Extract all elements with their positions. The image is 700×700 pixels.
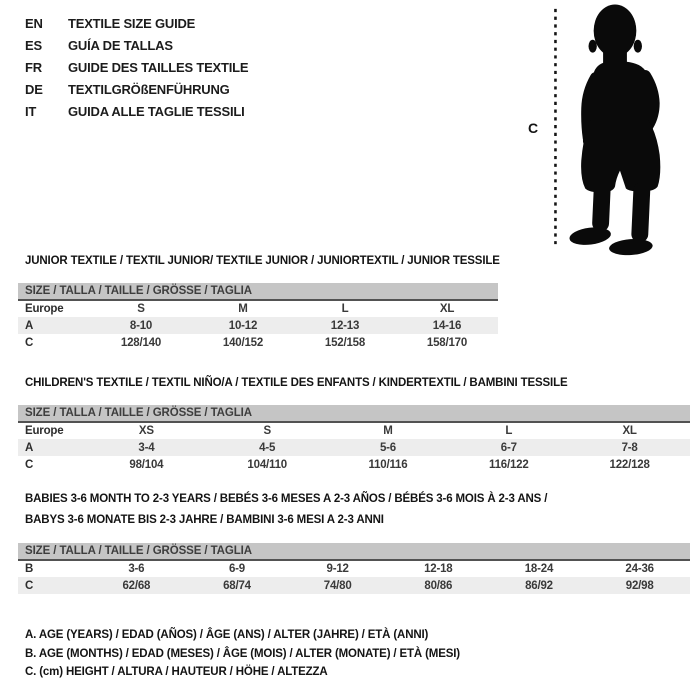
size-cell: S (137, 303, 145, 315)
size-cell: S (263, 425, 271, 437)
row-label: C (25, 336, 34, 349)
language-label: TEXTILGRÖßENFÜHRUNG (68, 82, 230, 97)
size-cell: 3-6 (128, 563, 145, 575)
size-cell: M (238, 303, 248, 315)
childrens-textile-title: CHILDREN'S TEXTILE / TEXTIL NIÑO/A / TEXTILE DES ENFANTS / KINDERTEXTIL / BAMBINI TESSILE (25, 377, 568, 389)
size-table-header: SIZE / TALLA / TAILLE / GRÖSSE / TAGLIA (18, 405, 690, 422)
language-code: DE (25, 82, 43, 97)
size-cell: 152/158 (324, 336, 366, 349)
table-row (18, 456, 690, 473)
row-label: A (18, 317, 90, 334)
size-cell: 140/152 (222, 336, 264, 349)
size-cell: L (341, 303, 349, 315)
size-cell: 9-12 (326, 563, 349, 575)
size-cell: 74/80 (287, 577, 388, 594)
size-cell: 62/68 (86, 577, 187, 594)
childrens-size-table (18, 405, 690, 473)
row-label: C (25, 458, 34, 471)
size-cell: 5-6 (328, 439, 449, 456)
size-cell: 10-12 (192, 317, 294, 334)
language-code: IT (25, 104, 37, 119)
table-row (18, 317, 498, 334)
size-cell: 122/128 (609, 458, 650, 471)
size-cell: 14-16 (396, 317, 498, 334)
toddler-shape (568, 4, 660, 256)
babies-textile-title (25, 489, 547, 531)
legend-line-a: A. AGE (YEARS) / EDAD (AÑOS) / ÂGE (ANS) / ALTER (JAHRE) / ETÀ (ANNI) (25, 629, 429, 641)
size-cell: L (505, 425, 513, 437)
measurement-legend (25, 626, 460, 682)
size-cell: 110/116 (368, 458, 408, 471)
size-cell: 6-9 (228, 563, 245, 575)
language-label: GUIDA ALLE TAGLIE TESSILI (68, 104, 245, 119)
table-row (18, 560, 690, 577)
legend-line-b: B. AGE (MONTHS) / EDAD (MESES) / ÂGE (MOIS) / ALTER (MONATE) / ETÀ (MESI) (25, 647, 460, 660)
size-cell: 6-7 (448, 439, 569, 456)
size-cell: XS (138, 425, 154, 437)
language-row (25, 35, 248, 57)
babies-title-line2: BABYS 3-6 MONATE BIS 2-3 JAHRE / BAMBINI 3-6 MESI A 2-3 ANNI (25, 514, 384, 526)
language-code: FR (25, 60, 42, 75)
language-label: GUÍA DE TALLAS (68, 38, 173, 53)
size-cell: 158/170 (426, 336, 468, 349)
size-cell: 8-10 (90, 317, 192, 334)
row-label: B (25, 563, 34, 575)
junior-textile-title: JUNIOR TEXTILE / TEXTIL JUNIOR/ TEXTILE JUNIOR / JUNIORTEXTIL / JUNIOR TESSILE (25, 255, 500, 267)
row-label: A (18, 439, 86, 456)
language-list (25, 13, 248, 123)
row-label: Europe (25, 425, 64, 437)
table-row (18, 439, 690, 456)
size-cell: 86/92 (489, 577, 590, 594)
size-cell: 128/140 (120, 336, 162, 349)
size-cell: 68/74 (187, 577, 288, 594)
size-cell: XL (439, 303, 455, 315)
size-cell: 4-5 (207, 439, 328, 456)
row-label: C (18, 577, 86, 594)
size-cell: 92/98 (589, 577, 690, 594)
height-measure-label: C (527, 120, 539, 136)
table-row (18, 422, 690, 439)
language-code: ES (25, 38, 42, 53)
size-cell: 3-4 (86, 439, 207, 456)
size-cell: 12-13 (294, 317, 396, 334)
size-cell: 104/110 (247, 458, 287, 471)
table-row (18, 334, 498, 351)
babies-size-table (18, 543, 690, 594)
junior-size-table (18, 283, 498, 351)
legend-line-c: C. (cm) HEIGHT / ALTURA / HAUTEUR / HÖHE / ALTEZZA (25, 666, 328, 678)
table-row (18, 300, 498, 317)
size-cell: 24-36 (625, 563, 654, 575)
language-label: TEXTILE SIZE GUIDE (68, 16, 196, 31)
babies-title-line1: BABIES 3-6 MONTH TO 2-3 YEARS / BEBÉS 3-6 MESES A 2-3 AÑOS / BÉBÉS 3-6 MOIS À 2-3 ANS / (25, 493, 548, 505)
size-cell: 116/122 (489, 458, 529, 471)
language-row (25, 79, 248, 101)
row-label: Europe (25, 303, 64, 315)
size-cell: 80/86 (388, 577, 489, 594)
language-code: EN (25, 16, 43, 31)
language-row (25, 57, 248, 79)
size-cell: XL (622, 425, 637, 437)
language-label: GUIDE DES TAILLES TEXTILE (68, 60, 249, 75)
size-table-header: SIZE / TALLA / TAILLE / GRÖSSE / TAGLIA (18, 283, 498, 300)
size-cell: 12-18 (424, 563, 453, 575)
size-cell: M (383, 425, 393, 437)
language-row (25, 13, 248, 35)
size-cell: 7-8 (569, 439, 690, 456)
size-cell: 18-24 (524, 563, 554, 575)
toddler-silhouette (545, 0, 685, 258)
size-table-header: SIZE / TALLA / TAILLE / GRÖSSE / TAGLIA (18, 543, 690, 560)
language-row (25, 101, 248, 123)
table-row (18, 577, 690, 594)
size-cell: 98/104 (129, 458, 164, 471)
